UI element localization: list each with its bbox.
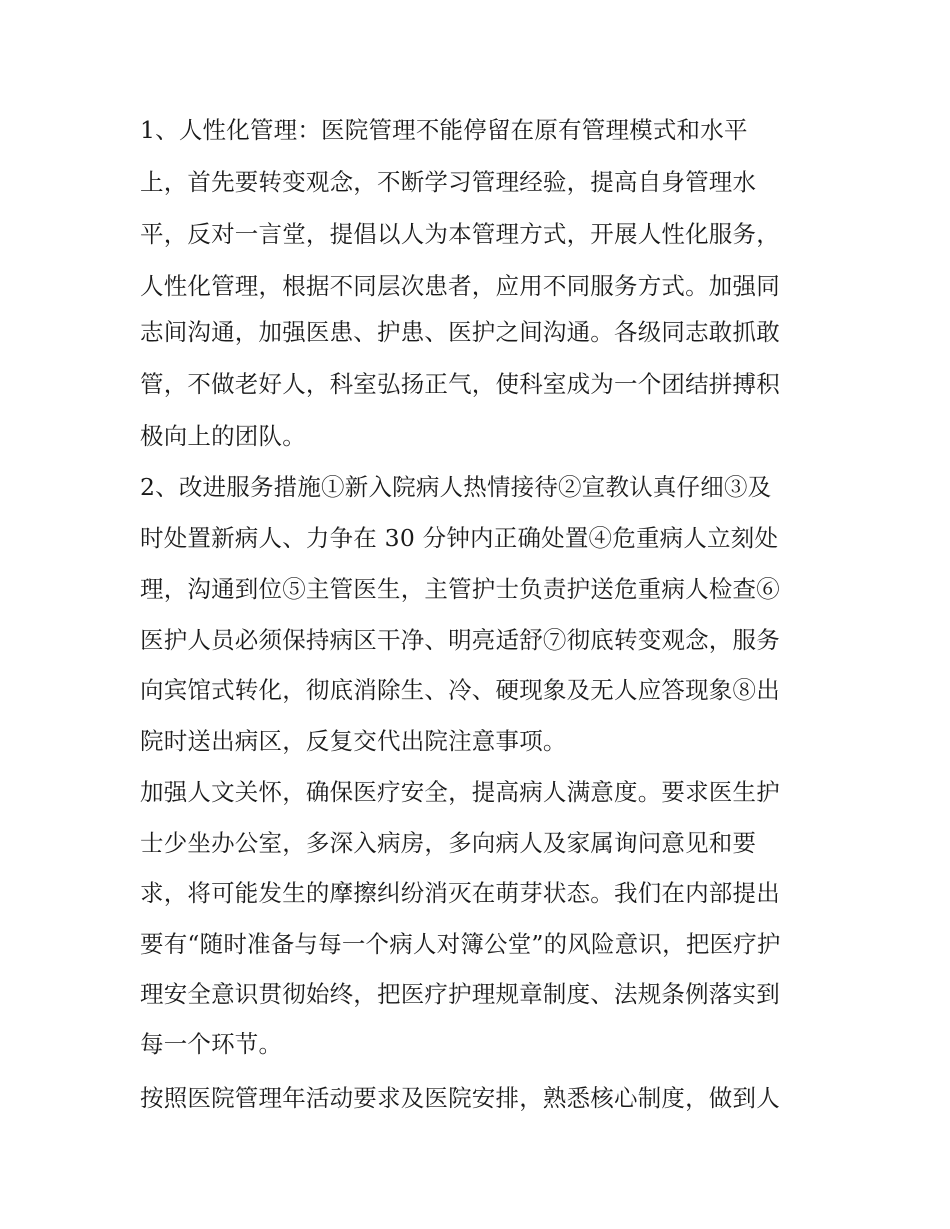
text-line: 向宾馆式转化，彻底消除生、冷、硬现象及无人应答现象⑧出 (140, 676, 780, 704)
text-line: 极向上的团队。 (140, 422, 306, 450)
text-line: 1、人性化管理：医院管理不能停留在原有管理模式和水平 (140, 116, 748, 144)
text-line: 人性化管理，根据不同层次患者，应用不同服务方式。加强同 (140, 272, 780, 300)
text-line: 院时送出病区，反复交代出院注意事项。 (140, 727, 567, 755)
text-line: 管，不做老好人，科室弘扬正气，使科室成为一个团结拼搏积 (140, 370, 780, 398)
text-line: 理安全意识贯彻始终，把医疗护理规章制度、法规条例落实到 (140, 980, 780, 1008)
text-line: 每一个环节。 (140, 1030, 283, 1058)
text-line: 加强人文关怀，确保医疗安全，提高病人满意度。要求医生护 (140, 778, 780, 806)
text-line: 时处置新病人、力争在 30 分钟内正确处置④危重病人立刻处 (140, 524, 779, 552)
text-line: 上，首先要转变观念，不断学习管理经验，提高自身管理水 (140, 168, 757, 196)
text-line: 2、改进服务措施①新入院病人热情接待②宣教认真仔细③及 (140, 473, 772, 501)
text-line: 要有“随时准备与每一个病人对簿公堂”的风险意识，把医疗护 (140, 930, 781, 958)
text-line: 理，沟通到位⑤主管医生，主管护士负责护送危重病人检查⑥ (140, 575, 780, 603)
text-line: 平，反对一言堂，提倡以人为本管理方式，开展人性化服务， (140, 220, 780, 248)
text-line: 医护人员必须保持病区干净、明亮适舒⑦彻底转变观念，服务 (140, 626, 780, 654)
text-line: 士少坐办公室，多深入病房，多向病人及家属询问意见和要 (140, 829, 757, 857)
text-line: 志间沟通，加强医患、护患、医护之间沟通。各级同志敢抓敢 (140, 318, 780, 346)
text-line: 按照医院管理年活动要求及医院安排，熟悉核心制度，做到人 (140, 1084, 780, 1112)
text-line: 求，将可能发生的摩擦纠纷消灭在萌芽状态。我们在内部提出 (140, 879, 780, 907)
